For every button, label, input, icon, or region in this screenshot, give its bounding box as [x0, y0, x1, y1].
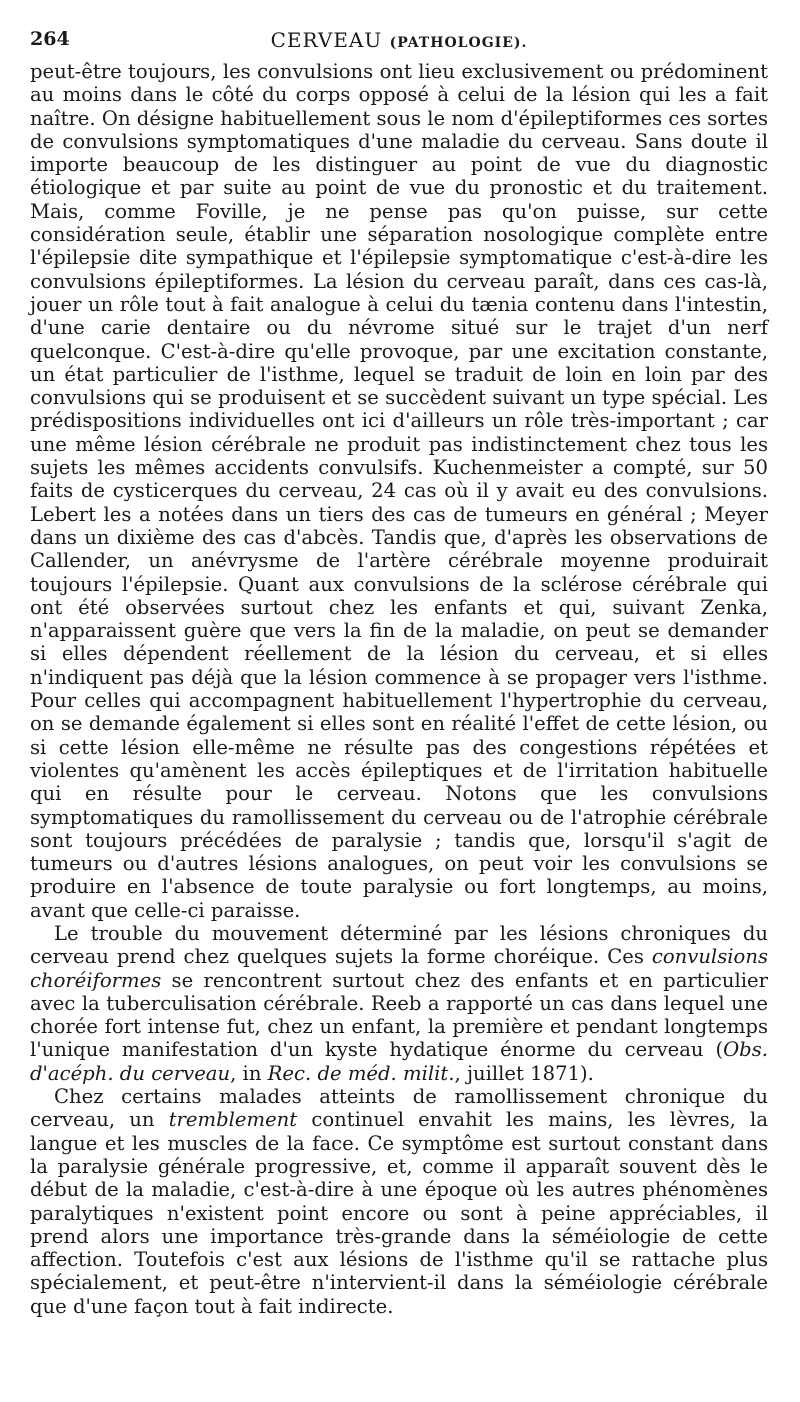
italic-term: convulsions choréiformes: [30, 945, 768, 992]
document-page: [30, 20, 768, 1318]
paragraph-text: Le trouble du mouvement déterminé par les lésions chroniques du cerveau prend chez quelques sujets la forme choréique. Ces: [30, 921, 768, 969]
paragraph-text: , in: [230, 1061, 268, 1085]
body-text: [30, 60, 768, 1318]
citation-journal: Rec. de méd. milit.: [267, 1061, 455, 1085]
paragraph-text: se rencontrent surtout chez des enfants et en particulier avec la tuberculisation cérébrale. Reeb a rapporté un cas dans lequel une chorée fort intense fut, chez un enfant, la première et pendant longtemps l'unique manifestation d'un kyste hydatique énorme du cerveau (: [30, 968, 768, 1062]
running-head-subtitle: (PATHOLOGIE).: [389, 35, 528, 51]
paragraph: [30, 60, 768, 922]
citation-title: Obs. d'acéph. du cerveau: [30, 1038, 768, 1085]
italic-term: tremblement: [168, 1108, 298, 1132]
paragraph-text: peut-être toujours, les convulsions ont lieu exclusivement ou prédominent au moins dans le côté du corps opposé à celui de la lésion qui les a fait naître. On désigne habituellement sous le nom d'épileptiformes ces sortes de convulsions symptomatiques d'une maladie du cerveau. Sans doute il importe beaucoup de les distinguer au point de vue du diagnostic étiologique et par suite au point de vue du pronostic et du traitement. Mais, comme Foville, je ne pense pas qu'on puisse, sur cette considération seule, établir une séparation nosologique complète entre l'épilepsie dite sympathique et l'épilepsie symptomatique c'est-à-dire les convulsions épileptiformes. La lésion du cerveau paraît, dans ces cas-là, jouer un rôle tout à fait analogue à celui du tænia contenu dans l'intestin, d'une carie dentaire ou du névrome situé sur le trajet d'un nerf quelconque. C'est-à-dire qu'elle provoque, par une excitation constante, un état particulier de l'isthme, lequel se traduit de loin en loin par des convulsions qui se produisent et se succèdent suivant un type spécial. Les prédispositions individuelles ont ici d'ailleurs un rôle très-important ; car une même lésion cérébrale ne produit pas indistinctement chez tous les sujets les mêmes accidents convulsifs. Kuchenmeister a compté, sur 50 faits de cysticerques du cerveau, 24 cas où il y avait eu des convulsions. Lebert les a notées dans un tiers des cas de tumeurs en général ; Meyer dans un dixième des cas d'abcès. Tandis que, d'après les observations de Callender, un anévrysme de l'artère cérébrale moyenne produirait toujours l'épilepsie. Quant aux convulsions de la sclérose cérébrale qui ont été observées surtout chez les enfants et qui, suivant Zenka, n'apparaissent guère que vers la fin de la maladie, on peut se demander si elles dépendent réellement de la lésion du cerveau, et si elles n'indiquent pas déjà que la lésion commence à se propager vers l'isthme. Pour celles qui accompagnent habituellement l'hypertrophie du cerveau, on se demande également si elles sont en réalité l'effet de cette lésion, ou si cette lésion elle-même ne résulte pas des congestions répétées et violentes qu'amènent les accès épileptiques et de l'irritation habituelle qui en résulte pour le cerveau. Notons que les convulsions symptomatiques du ramollissement du cerveau ou de l'atrophie cérébrale sont toujours précédées de paralysie ; tandis que, lorsqu'il s'agit de tumeurs ou d'autres lésions analogues, on peut voir les convulsions se produire en l'absence de toute paralysie ou fort longtemps, au moins, avant que celle-ci paraisse.: [30, 60, 768, 922]
page-number: 264: [30, 28, 70, 50]
running-head-title: CERVEAU: [270, 28, 383, 52]
paragraph-text: Chez certains malades atteints de ramollissement chronique du cerveau, un: [30, 1085, 768, 1132]
paragraph: [30, 1085, 768, 1318]
paragraph-text: , juillet 1871).: [454, 1061, 594, 1085]
paragraph: [30, 922, 768, 1085]
running-head: [30, 28, 768, 52]
page-header: [30, 20, 768, 56]
paragraph-text: continuel envahit les mains, les lèvres, la langue et les muscles de la face. Ce symptôme est surtout constant dans la paralysie générale progressive, et, comme il apparaît souvent dès le début de la maladie, c'est-à-dire à une époque où les autres phénomènes paralytiques n'existent point encore ou sont à peine appréciables, il prend alors une importance très-grande dans la séméiologie de cette affection. Toutefois c'est aux lésions de l'isthme qu'il se rattache plus spécialement, et peut-être n'intervient-il dans la séméiologie cérébrale que d'une façon tout à fait indirecte.: [30, 1108, 769, 1318]
